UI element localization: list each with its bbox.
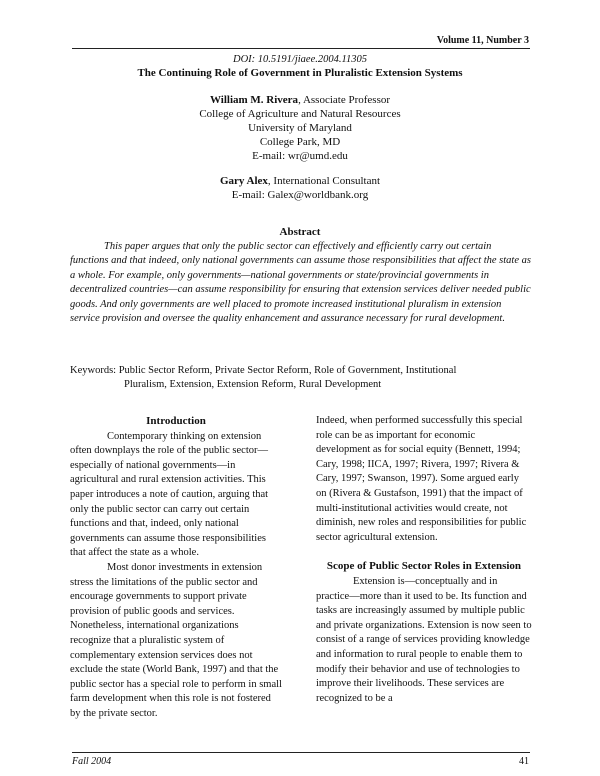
abstract-heading: Abstract — [279, 226, 321, 238]
author-email: E-mail: Galex@worldbank.org — [231, 189, 369, 201]
keywords-line-1: Public Sector Reform, Private Sector Reform, Role of Government, Institutional — [118, 365, 457, 376]
author-affiliation: University of Maryland — [248, 122, 352, 134]
paragraph: Indeed, when performed successfully this special role can be as important for economic development as for social equity (Bennett, 1994; Cary, 1998; IICA, 1997; Rivera, 1997; Rivera & Cary, 1997; Swanson, 1997). Some argued early on (Rivera & Gustafson, 1991) that the impact of multi-institutional activities would create, not diminish, new roles and responsibilities for public sector agricultural extension. — [316, 415, 527, 543]
abstract-text: This paper argues that only the public sector can effectively and efficiently carry out certain functions and that indeed, only national governments can assume those responsibilities that affect the state as a whole. For example, only governments—national governments or state/provincial governments in decentralized countries—can assume responsibility for ensuring that extension services deliver needed public goods. And only governments are well placed to promote increased institutional pluralism in extension service provision and oversee the quality enhancement and assurance necessary for rural development. — [70, 241, 531, 325]
author-role: , International Consultant — [267, 175, 381, 187]
paragraph: Extension is—conceptually and in practice—more than it used to be. Its function and tasks are increasingly assumed by multiple public and private organizations. Extension is now seen to consist of a range of services providing knowledge and information to rural people to enable them to modify their behavior and use of technologies to improve their livelihoods. These services are recognized to be a — [316, 575, 532, 704]
author-role: , Associate Professor — [298, 94, 391, 106]
author-block-1 — [0, 93, 600, 163]
author-name: Gary Alex — [219, 175, 268, 187]
paragraph: Most donor investments in extension stress the limitations of the public sector and encourage governments to support private provision of public goods and services. Nonetheless, international organizations recognize that a pluralistic system of complementary extension services does not exclude the state (World Bank, 1997) and that the public sector has a special role to perform in small farm development when this role is not fostered by the private sector. — [70, 561, 282, 719]
paper-title: The Continuing Role of Government in Pluralistic Extension Systems — [137, 67, 463, 79]
keywords — [70, 364, 532, 392]
author-email: E-mail: wr@umd.edu — [252, 150, 348, 162]
header-rule — [72, 48, 530, 49]
doi: DOI: 10.5191/jiaee.2004.11305 — [233, 54, 367, 65]
footer-rule — [72, 752, 530, 753]
paragraph: Contemporary thinking on extension often downplays the role of the public sector—especially of national governments—in agricultural and rural extension activities. This paper introduces a note of caution, arguing that only the public sector can carry out certain functions and that, indeed, only national governments can assume those responsibilities that affect the state as a whole. — [70, 430, 269, 559]
volume-label: Volume 11, Number 3 — [436, 35, 529, 46]
section-heading-scope: Scope of Public Sector Roles in Extension — [326, 560, 522, 573]
keywords-label: Keywords: — [70, 365, 117, 376]
author-block-2 — [0, 174, 600, 202]
right-column — [316, 414, 532, 706]
author-affiliation: College Park, MD — [259, 136, 341, 148]
keywords-line-2: Pluralism, Extension, Extension Reform, Rural Development — [124, 379, 382, 390]
left-column — [70, 414, 282, 721]
section-heading-introduction: Introduction — [146, 415, 206, 427]
author-name: William M. Rivera — [209, 94, 299, 106]
footer-issue: Fall 2004 — [72, 756, 112, 767]
author-affiliation: College of Agriculture and Natural Resources — [199, 108, 401, 120]
page-number: 41 — [519, 756, 529, 767]
